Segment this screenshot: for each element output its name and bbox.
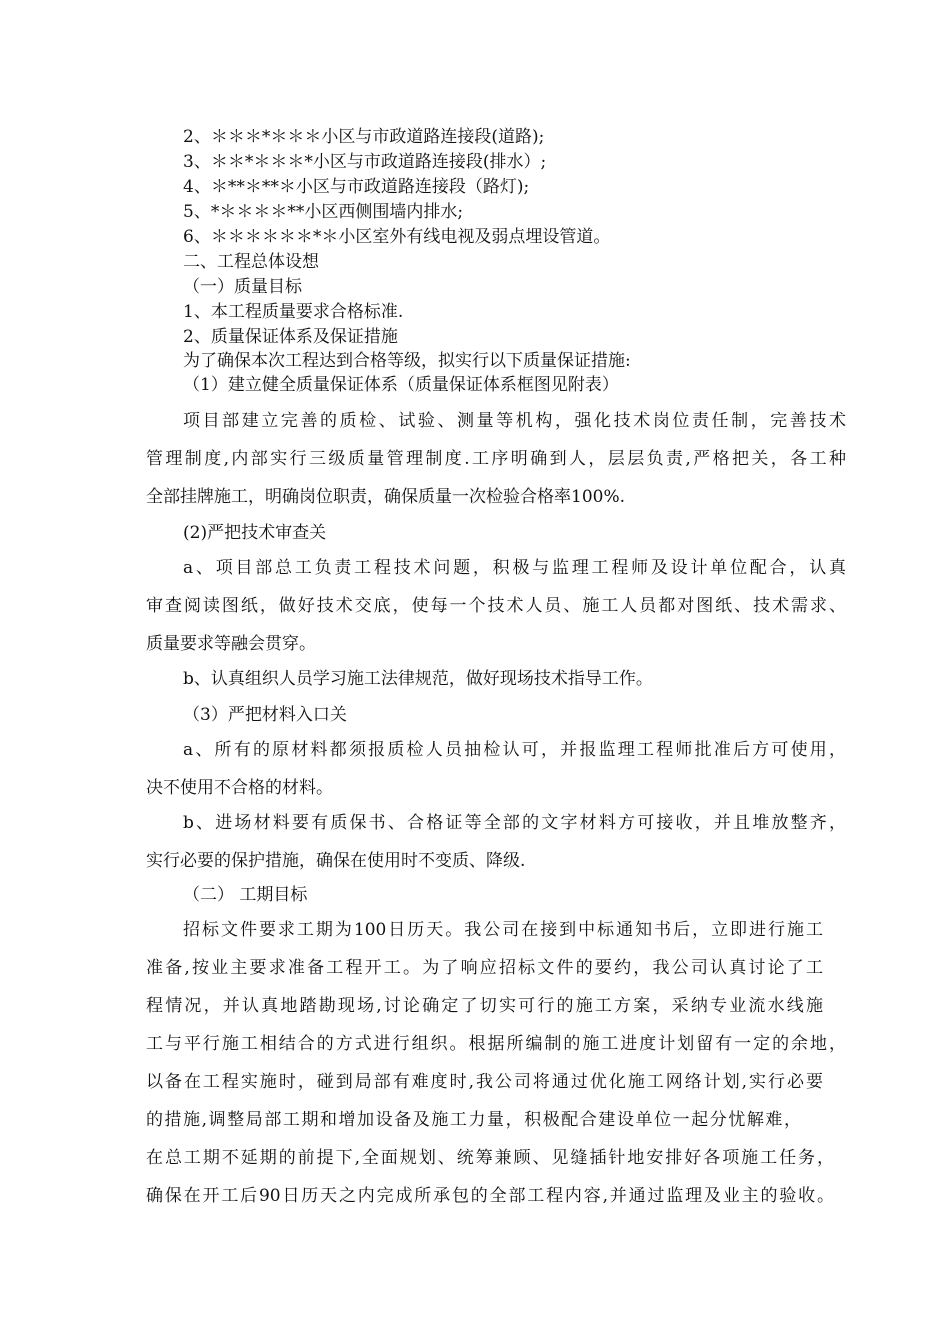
quality-item-1: 1、本工程质量要求合格标准.: [183, 302, 404, 322]
list-item-5: 5、*＊＊＊＊**小区西侧围墙内排水;: [183, 202, 464, 222]
paragraph-line: b、进场材料要有质保书、合格证等全部的文字材料方可接收，并且堆放整齐，: [183, 813, 846, 833]
list-item-6: 6、＊＊＊＊＊＊*＊小区室外有线电视及弱点埋设管道。: [183, 227, 611, 247]
paragraph-line: 准备,按业主要求准备工程开工。为了响应招标文件的要约，我公司认真讨论了工: [146, 958, 823, 978]
paragraph-line: 招标文件要求工期为100日历天。我公司在接到中标通知书后，立即进行施工: [183, 920, 823, 940]
list-item-4: 4、＊**＊**＊小区与市政道路连接段（路灯);: [183, 177, 530, 197]
paragraph-line: 质量要求等融会贯穿。: [146, 634, 316, 654]
paragraph-line: 项目部建立完善的质检、试验、测量等机构，强化技术岗位责任制，完善技术: [183, 411, 846, 431]
paragraph-line: 在总工期不延期的前提下,全面规划、统筹兼顾、见缝插针地安排好各项施工任务，: [146, 1148, 834, 1168]
paragraph-line: 的措施,调整局部工期和增加设备及施工力量，积极配合建设单位一起分忧解难，: [146, 1110, 801, 1130]
paragraph-line: 管理制度,内部实行三级质量管理制度.工序明确到人，层层负责,严格把关，各工种: [146, 449, 846, 469]
paragraph-line: 确保在开工后90日历天之内完成所承包的全部工程内容,并通过监理及业主的验收。: [146, 1186, 834, 1206]
section-title-schedule-goal: （二） 工期目标: [183, 885, 308, 905]
subsection-title-1: （1）建立健全质量保证体系（质量保证体系框图见附表）: [183, 375, 619, 395]
paragraph-line: 实行必要的保护措施，确保在使用时不变质、降级.: [146, 851, 526, 871]
paragraph-line: 程情况，并认真地踏勘现场,讨论确定了切实可行的施工方案，采纳专业流水线施: [146, 996, 823, 1016]
list-item-2: 2、＊＊＊*＊＊＊小区与市政道路连接段(道路);: [183, 127, 545, 147]
paragraph-line: 全部挂牌施工，明确岗位职责，确保质量一次检验合格率100%.: [146, 487, 626, 507]
paragraph-line: 工与平行施工相结合的方式进行组织。根据所编制的施工进度计划留有一定的余地，: [146, 1034, 846, 1054]
section-title-overall-plan: 二、工程总体设想: [183, 252, 319, 272]
paragraph-line: 以备在工程实施时，碰到局部有难度时,我公司将通过优化施工网络计划,实行必要: [146, 1072, 823, 1092]
quality-item-2: 2、质量保证体系及保证措施: [183, 327, 398, 347]
subsection-title-3: （3）严把材料入口关: [183, 705, 347, 725]
section-title-quality-goal: （一）质量目标: [183, 277, 302, 297]
paragraph-line: a、所有的原材料都须报质检人员抽检认可，并报监理工程师批准后方可使用，: [183, 740, 846, 760]
subsection-title-2: (2)严把技术审查关: [183, 523, 327, 543]
paragraph-line: a、项目部总工负责工程技术问题，积极与监理工程师及设计单位配合，认真: [183, 558, 846, 578]
list-item-3: 3、＊＊*＊＊＊*小区与市政道路连接段(排水）;: [183, 152, 547, 172]
paragraph-line: b、认真组织人员学习施工法律规范，做好现场技术指导工作。: [183, 669, 653, 689]
paragraph-line: 决不使用不合格的材料。: [146, 778, 333, 798]
quality-intro: 为了确保本次工程达到合格等级，拟实行以下质量保证措施:: [183, 351, 631, 371]
paragraph-line: 审查阅读图纸，做好技术交底，使每一个技术人员、施工人员都对图纸、技术需求、: [146, 596, 846, 616]
